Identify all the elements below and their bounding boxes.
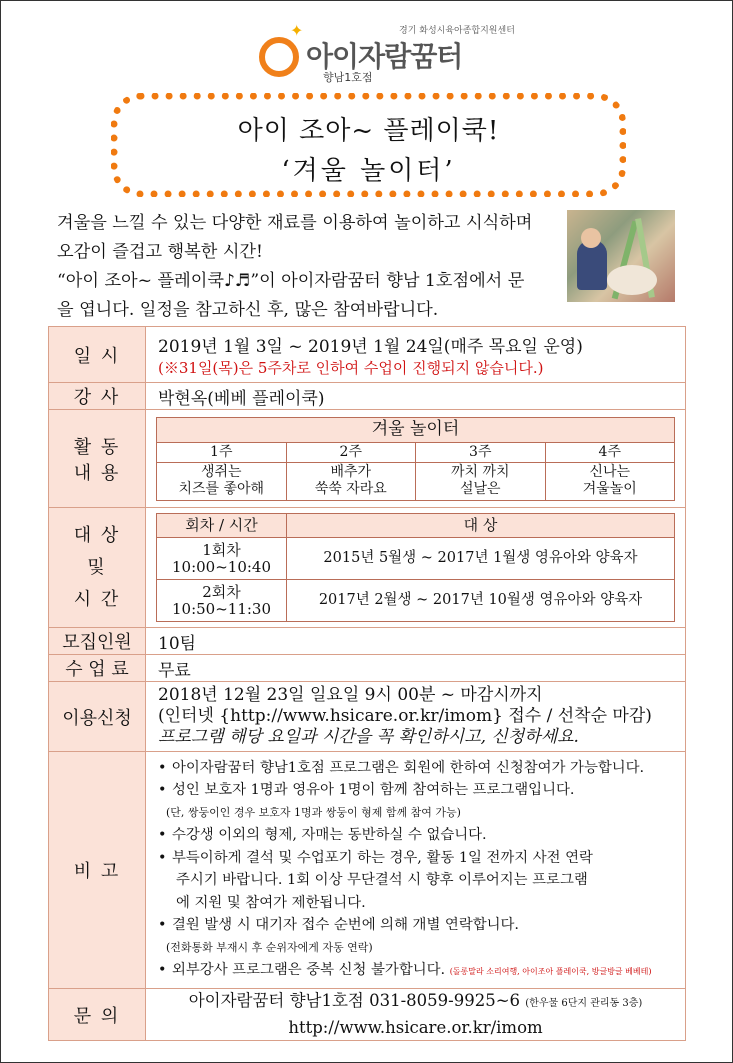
notes-row bbox=[49, 752, 686, 989]
note-item: • 성인 보호자 1명과 영유아 1명이 함께 참여하는 프로그램입니다. bbox=[158, 779, 685, 802]
apply-row bbox=[49, 682, 686, 752]
target-col-header: 회차 / 시간 bbox=[157, 514, 287, 538]
apply-reminder: 프로그램 해당 요일과 시간을 꼭 확인하시고, 신청하세요. bbox=[158, 727, 579, 747]
schedule-row bbox=[49, 327, 686, 383]
notes-label: 비 고 bbox=[49, 752, 146, 989]
target-label: 대 상 bbox=[73, 524, 121, 546]
activity-photo bbox=[567, 210, 675, 302]
note-sub: (전화통화 부재시 후 순위자에게 자동 연락) bbox=[166, 940, 373, 954]
week-topic: 신나는 겨울놀이 bbox=[545, 462, 675, 500]
week-header: 1주 bbox=[157, 442, 287, 462]
instructor-row bbox=[49, 383, 686, 410]
note-item: • 부득이하게 결석 및 수업포기 하는 경우, 활동 1일 전까지 사전 연락 bbox=[158, 847, 685, 870]
session-cell: 2회차 10:50~11:30 bbox=[157, 580, 287, 622]
recruit-row bbox=[49, 628, 686, 655]
activity-table bbox=[156, 417, 675, 501]
contact-url[interactable]: http://www.hsicare.or.kr/imom bbox=[288, 1018, 543, 1037]
intro-line: “아이 조아~ 플레이쿡♪♬”이 아이자람꿈터 향남 1호점에서 문 bbox=[57, 271, 525, 291]
activity-row bbox=[49, 410, 686, 508]
target-row bbox=[49, 508, 686, 628]
recruit-label: 모집인원 bbox=[49, 628, 146, 655]
intro-line: 오감이 즐겁고 행복한 시간! bbox=[57, 242, 263, 262]
logo-name: 아이자람꿈터 bbox=[306, 40, 463, 73]
contact-info: 아이자람꿈터 향남1호점 031-8059-9925~6 (한우물 6단지 관리동 3층) bbox=[188, 991, 643, 1010]
logo-subtitle: 경기 화성시육아종합지원센터 bbox=[399, 26, 515, 36]
apply-period: 2018년 12월 23일 일요일 9시 00분 ~ 마감시까지 bbox=[158, 685, 543, 705]
logo-circle-icon bbox=[259, 37, 299, 77]
intro-line: 겨울을 느낄 수 있는 다양한 재료를 이용하여 놀이하고 시식하며 bbox=[57, 213, 533, 233]
week-topic: 배추가 쑥쑥 자라요 bbox=[286, 462, 416, 500]
apply-method: (인터넷 {http://www.hsicare.or.kr/imom} 접수 / 선착순 마감) bbox=[158, 706, 652, 726]
instructor-label: 강 사 bbox=[49, 383, 146, 410]
note-item: • 외부강사 프로그램은 중복 신청 불가합니다. (돌롱말라 소리여행, 아이조아 플레이쿡, 방글방글 베베테) bbox=[158, 959, 685, 984]
apply-label: 이용신청 bbox=[49, 682, 146, 752]
week-header: 3주 bbox=[416, 442, 546, 462]
note-item: • 아이자람꿈터 향남1호점 프로그램은 회원에 한하여 신청참여가 가능합니다. bbox=[158, 757, 685, 780]
logo-branch: 향남1호점 bbox=[323, 71, 373, 84]
title-main: 아이 조아~ 플레이쿡! bbox=[237, 116, 500, 146]
title-box bbox=[111, 93, 626, 197]
star-icon: ✦ bbox=[290, 21, 304, 40]
activity-label: 내 용 bbox=[73, 462, 121, 484]
target-table bbox=[156, 513, 675, 622]
note-sub: (단, 쌍둥이인 경우 보호자 1명과 쌍둥이 형제 함께 참여 가능) bbox=[166, 805, 461, 819]
schedule-label: 일 시 bbox=[49, 327, 146, 383]
week-header: 2주 bbox=[286, 442, 416, 462]
note-item: • 수강생 이외의 형제, 자매는 동반하실 수 없습니다. bbox=[158, 824, 685, 847]
week-header: 4주 bbox=[545, 442, 675, 462]
target-col-header: 대 상 bbox=[287, 514, 675, 538]
session-cell: 1회차 10:00~10:40 bbox=[157, 538, 287, 580]
activity-table-title: 겨울 놀이터 bbox=[157, 417, 675, 442]
intro-line: 을 엽니다. 일정을 참고하신 후, 많은 참여바랍니다. bbox=[57, 300, 439, 320]
notes-list bbox=[146, 757, 685, 984]
intro-text bbox=[57, 209, 567, 325]
fee-value: 무료 bbox=[146, 655, 686, 682]
activity-label: 활 동 bbox=[73, 436, 121, 458]
recruit-value: 10팀 bbox=[146, 628, 686, 655]
title-sub: ‘겨울 놀이터’ bbox=[281, 156, 456, 186]
target-label: 시 간 bbox=[73, 588, 121, 610]
fee-label: 수 업 료 bbox=[49, 655, 146, 682]
instructor-value: 박현옥(베베 플레이쿡) bbox=[146, 383, 686, 410]
week-topic: 까치 까치 설날은 bbox=[416, 462, 546, 500]
fee-row bbox=[49, 655, 686, 682]
target-label: 및 bbox=[87, 556, 107, 578]
schedule-dates: 2019년 1월 3일 ~ 2019년 1월 24일(매주 목요일 운영) bbox=[158, 336, 583, 357]
info-table bbox=[48, 326, 686, 1041]
note-item: • 결원 발생 시 대기자 접수 순번에 의해 개별 연락합니다. bbox=[158, 914, 685, 937]
note-programs: (돌롱말라 소리여행, 아이조아 플레이쿡, 방글방글 베베테) bbox=[449, 967, 652, 976]
week-topic: 생쥐는 치즈를 좋아해 bbox=[157, 462, 287, 500]
contact-address: (한우물 6단지 관리동 3층) bbox=[525, 998, 643, 1009]
schedule-notice: (※31일(목)은 5주차로 인하여 수업이 진행되지 않습니다.) bbox=[158, 358, 544, 377]
target-cell: 2015년 5월생 ~ 2017년 1월생 영유아와 양육자 bbox=[287, 538, 675, 580]
target-cell: 2017년 2월생 ~ 2017년 10월생 영유아와 양육자 bbox=[287, 580, 675, 622]
note-item-cont: 에 지원 및 참여가 제한됩니다. bbox=[176, 894, 366, 911]
contact-label: 문 의 bbox=[49, 989, 146, 1041]
note-item-cont: 주시기 바랍니다. 1회 이상 무단결석 시 향후 이루어지는 프로그램 bbox=[176, 872, 588, 888]
contact-row bbox=[49, 989, 686, 1041]
